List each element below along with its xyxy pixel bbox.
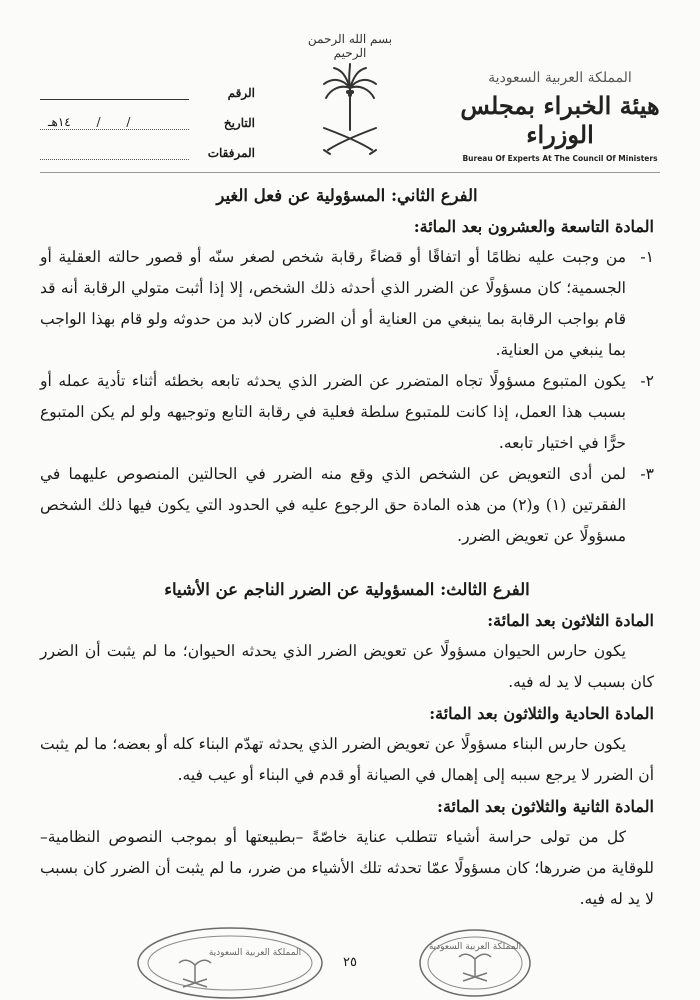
reference-fields [40,70,255,160]
article-131-text: يكون حارس البناء مسؤولًا عن تعويض الضرر الذي يحدثه تهدّم البناء كله أو بعضه؛ ما لم يثبت أن الضرر لا يرجع سببه إلى إهمال في الصيانة أو قدم في البناء أو عيب فيه. [40,735,654,784]
page-number: ٢٥ [343,955,357,970]
item-number: ٣- [640,465,654,483]
organization-block [460,70,660,163]
date-label: التاريخ [223,116,255,130]
article-129-item-2 [40,366,654,459]
org-english-name: Bureau Of Experts At The Council Of Ministers [462,153,658,163]
date-value: / / ١٤هـ [48,115,131,129]
official-seal-left-icon [135,925,325,1000]
official-seal-right-icon [415,925,605,1000]
item-number: ١- [640,248,654,266]
article-130-text: يكون حارس الحيوان مسؤولًا عن تعويض الضرر الذي يحدثه الحيوان؛ ما لم يثبت أن الضرر كان بسبب لا يد له فيه. [40,642,654,691]
article-129-item-3 [40,459,654,552]
seal-right-text: المملكة العربية السعودية [428,942,522,952]
article-129-item-1 [40,242,654,366]
item-text: من وجبت عليه نظامًا أو اتفاقًا أو قضاءً رقابة شخص لصغر سنّه أو قصور حالته العقلية أو الجسمية؛ كان مسؤولًا عن الضرر الذي أحدثه ذلك الشخص، إلا إذا أثبت متولي الرقابة أنه قد قام بواجب الرقابة بما ينبغي من العناية أو أن الضرر كان لابد من حدوثه ولو قام بهذا الواجب بما ينبغي من العناية. [40,248,626,359]
attachments-row [40,130,255,160]
item-number: ٢- [640,372,654,390]
date-row [40,100,255,130]
section-heading-second-branch: الفرع الثاني: المسؤولية عن فعل الغير [216,186,478,205]
article-132-title: المادة الثانية والثلاثون بعد المائة: [437,797,654,816]
attachments-line [40,143,189,160]
article-130-title: المادة الثلاثون بعد المائة: [487,611,654,630]
seal-left-text: المملكة العربية السعودية [208,948,302,958]
basmala: بسم الله الرحمن الرحيم [307,32,393,60]
article-132-text: كل من تولى حراسة أشياء تتطلب عناية خاصّةً –بطبيعتها أو بموجب النصوص النظامية– للوقاية من ضررها؛ كان مسؤولًا عمّا تحدثه تلك الأشياء من ضرر، ما لم يثبت أن الضرر كان بسبب لا يد له فيه. [40,828,654,908]
article-129-title: المادة التاسعة والعشرون بعد المائة: [413,217,654,236]
section-spacer [40,552,654,574]
date-line [40,113,189,130]
org-name: هيئة الخبراء بمجلس الوزراء [460,91,660,149]
palm-swords-emblem-icon [318,58,382,158]
reference-number-line [40,83,189,100]
article-131-title: المادة الحادية والثلاثون بعد المائة: [429,704,654,723]
org-country: المملكة العربية السعودية [488,70,632,86]
document-body [40,180,654,915]
reference-number-row [40,70,255,100]
item-text: لمن أدى التعويض عن الشخص الذي وقع منه الضرر في الحالتين المنصوص عليهما في الفقرتين (١) و(٢) من هذه المادة حق الرجوع عليه في الحدود التي يكون فيها ذلك الشخص مسؤولًا عن تعويض الضرر. [40,465,627,545]
header-divider [40,172,660,173]
section-heading-third-branch: الفرع الثالث: المسؤولية عن الضرر الناجم عن الأشياء [164,580,530,599]
item-text: يكون المتبوع مسؤولًا تجاه المتضرر عن الضرر الذي يحدثه تابعه بخطئه أثناء تأدية عمله أو بسبب هذا العمل، إذا كانت للمتبوع سلطة فعلية في رقابة التابع وتوجيهه ولو لم يكن المتبوع حرًّا في اختيار تابعه. [40,372,626,452]
attachments-label: المرفقات [207,146,255,160]
reference-number-label: الرقم [227,86,255,100]
